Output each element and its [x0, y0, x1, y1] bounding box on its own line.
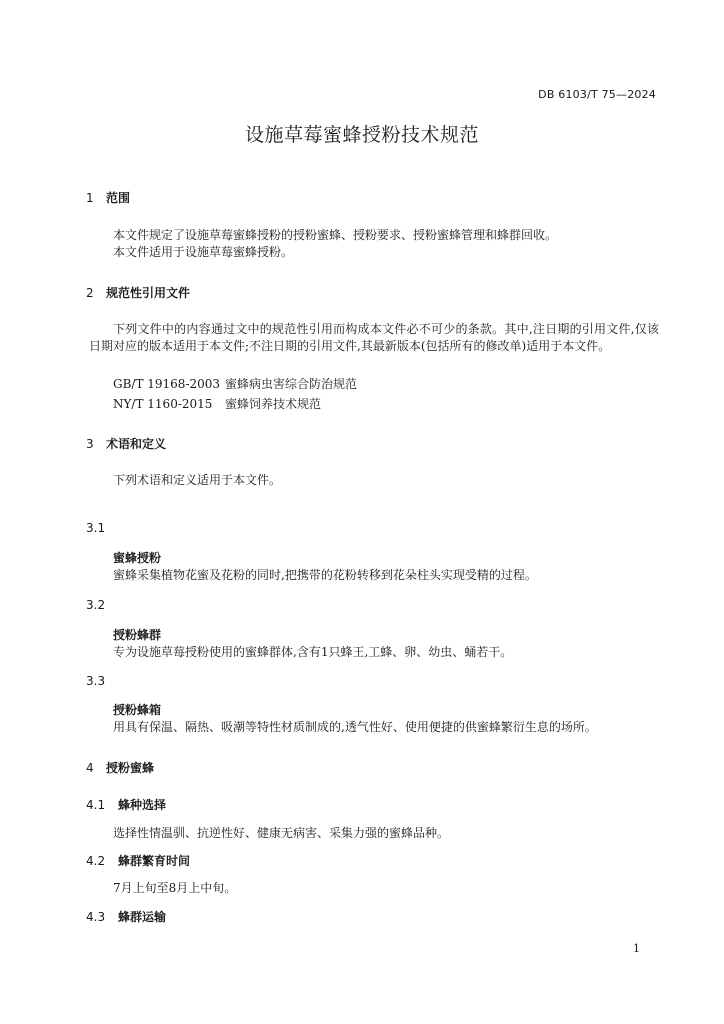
subsection-number: 4.2 — [86, 854, 106, 868]
section-title: 规范性引用文件 — [106, 286, 191, 300]
section-number: 2 — [86, 286, 94, 300]
subsection-4-1-paragraph: 选择性情温驯、抗逆性好、健康无病害、采集力强的蜜蜂品种。 — [113, 826, 450, 840]
section-1-paragraph-1: 本文件规定了设施草莓蜜蜂授粉的授粉蜜蜂、授粉要求、授粉蜜蜂管理和蜂群回收。 — [113, 228, 558, 242]
section-title: 授粉蜜蜂 — [106, 761, 155, 775]
subsection-4-2-heading — [86, 852, 190, 869]
term-number: 3.3 — [86, 674, 106, 688]
term-definition: 蜜蜂采集植物花蜜及花粉的同时,把携带的花粉转移到花朵柱头实现受精的过程。 — [113, 568, 537, 582]
subsection-number: 4.3 — [86, 910, 106, 924]
section-number: 4 — [86, 761, 94, 775]
document-title: 设施草莓蜜蜂授粉技术规范 — [244, 124, 479, 146]
page-number: 1 — [633, 942, 640, 955]
subsection-title: 蜂群运输 — [118, 910, 167, 924]
section-title: 范围 — [106, 191, 131, 205]
section-1-paragraph-2: 本文件适用于设施草莓蜜蜂授粉。 — [113, 245, 294, 259]
reference-item — [113, 396, 321, 413]
reference-code: NY/T 1160-2015 — [113, 397, 213, 411]
section-1-heading — [86, 189, 130, 206]
reference-name: 蜜蜂病虫害综合防治规范 — [225, 377, 358, 391]
standard-code: DB 6103/T 75—2024 — [538, 88, 656, 101]
section-title: 术语和定义 — [106, 437, 167, 451]
subsection-title: 蜂群繁育时间 — [118, 854, 191, 868]
term-name: 蜜蜂授粉 — [113, 551, 162, 565]
term-name: 授粉蜂群 — [113, 628, 162, 642]
subsection-4-1-heading — [86, 796, 166, 813]
reference-item — [113, 376, 357, 393]
reference-name: 蜜蜂饲养技术规范 — [225, 397, 322, 411]
reference-code: GB/T 19168-2003 — [113, 377, 221, 391]
section-number: 3 — [86, 437, 94, 451]
subsection-4-2-paragraph: 7月上旬至8月上中旬。 — [113, 881, 237, 895]
section-4-heading — [86, 759, 154, 776]
term-definition: 专为设施草莓授粉使用的蜜蜂群体,含有1只蜂王,工蜂、卵、幼虫、蛹若干。 — [113, 645, 513, 659]
term-number: 3.1 — [86, 521, 106, 535]
subsection-4-3-heading — [86, 908, 166, 925]
subsection-number: 4.1 — [86, 798, 106, 812]
section-2-heading — [86, 284, 190, 301]
term-number: 3.2 — [86, 598, 106, 612]
section-3-heading — [86, 435, 166, 452]
subsection-title: 蜂种选择 — [118, 798, 167, 812]
section-3-paragraph: 下列术语和定义适用于本文件。 — [113, 473, 282, 487]
section-2-paragraph: 下列文件中的内容通过文中的规范性引用而构成本文件必不可少的条款。其中,注日期的引用文件,仅该日期对应的版本适用于本文件;不注日期的引用文件,其最新版本(包括所有的修改单)适用于本文件。 — [89, 322, 659, 353]
term-definition: 用具有保温、隔热、吸潮等特性材质制成的,透气性好、使用便捷的供蜜蜂繁衍生息的场所。 — [113, 720, 597, 734]
section-number: 1 — [86, 191, 94, 205]
term-name: 授粉蜂箱 — [113, 703, 162, 717]
